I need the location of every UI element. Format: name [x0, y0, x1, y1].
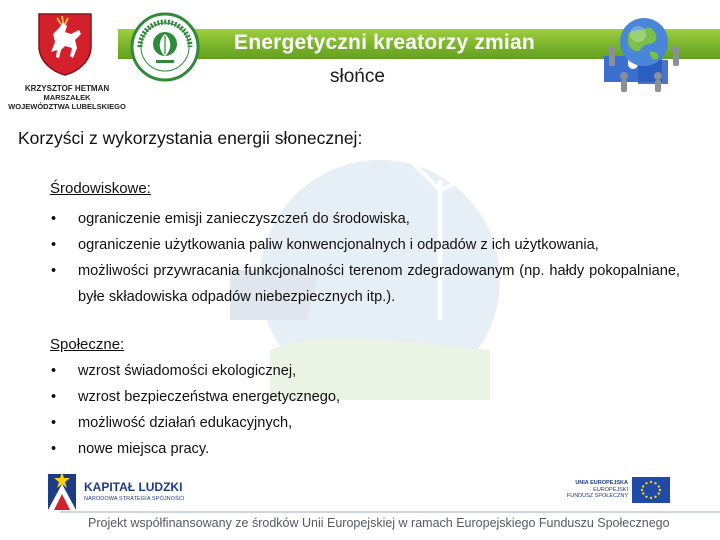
puzzle-globe-logo: [598, 6, 690, 98]
bullet-icon: •: [51, 263, 57, 279]
page-title: Energetyczni kreatorzy zmian: [234, 31, 535, 54]
eu-line-2: EUROPEJSKI: [593, 486, 628, 493]
marshal-region: WOJEWÓDZTWA LUBELSKIEGO: [8, 102, 126, 111]
page-subtitle: słońce: [330, 66, 385, 87]
marshal-caption: [5, 84, 129, 111]
list-item-text: możliwość działań edukacyjnych,: [78, 415, 293, 431]
list-item: [50, 410, 680, 436]
list-item-text: możliwości przywracania funkcjonalności terenom zdegradowanym (np. hałdy pokopalniane, byłe składowiska odpadów niebezpiecznych itp.).: [78, 263, 680, 305]
footer-divider: [60, 511, 720, 513]
bullet-icon: •: [51, 211, 57, 227]
list-item-text: ograniczenie użytkowania paliw konwencjonalnych i odpadów z ich użytkowania,: [78, 237, 599, 253]
foundation-seal-logo: [130, 12, 200, 82]
list-item: [50, 232, 680, 258]
kapital-ludzki-subtitle: NARODOWA STRATEGIA SPÓJNOŚCI: [84, 496, 185, 502]
benefits-heading: Korzyści z wykorzystania energii słonecznej:: [18, 128, 363, 148]
section-title-environmental: Środowiskowe:: [50, 180, 151, 197]
marshal-name: KRZYSZTOF HETMAN: [24, 84, 110, 93]
section-title-social: Społeczne:: [50, 336, 125, 353]
environmental-benefits-list: [50, 206, 680, 310]
list-item: [50, 384, 680, 410]
list-item-text: ograniczenie emisji zanieczyszczeń do środowiska,: [78, 211, 410, 227]
kapital-ludzki-title: KAPITAŁ LUDZKI: [84, 480, 183, 494]
bullet-icon: •: [51, 363, 57, 379]
marshal-title: MARSZAŁEK: [43, 93, 91, 102]
list-item: [50, 358, 680, 384]
bullet-icon: •: [51, 441, 57, 457]
social-benefits-list: [50, 358, 680, 462]
eu-caption: [560, 480, 628, 500]
eu-line-3: FUNDUSZ SPOŁECZNY: [566, 493, 628, 499]
lublin-coat-of-arms-icon: [37, 12, 93, 76]
eu-flag-icon: [632, 477, 670, 503]
list-item-text: nowe miejsca pracy.: [78, 441, 210, 457]
bullet-icon: •: [51, 237, 57, 253]
list-item: [50, 436, 680, 462]
list-item-text: wzrost bezpieczeństwa energetycznego,: [78, 389, 341, 405]
list-item: [50, 206, 680, 232]
list-item-text: wzrost świadomości ekologicznej,: [78, 363, 297, 379]
cofinancing-note: Projekt współfinansowany ze środków Unii Europejskiej w ramach Europejskiego Funduszu Społecznego: [88, 516, 670, 530]
eu-line-1: UNIA EUROPEJSKA: [575, 480, 628, 486]
list-item: [50, 258, 680, 310]
bullet-icon: •: [51, 415, 57, 431]
bullet-icon: •: [51, 389, 57, 405]
